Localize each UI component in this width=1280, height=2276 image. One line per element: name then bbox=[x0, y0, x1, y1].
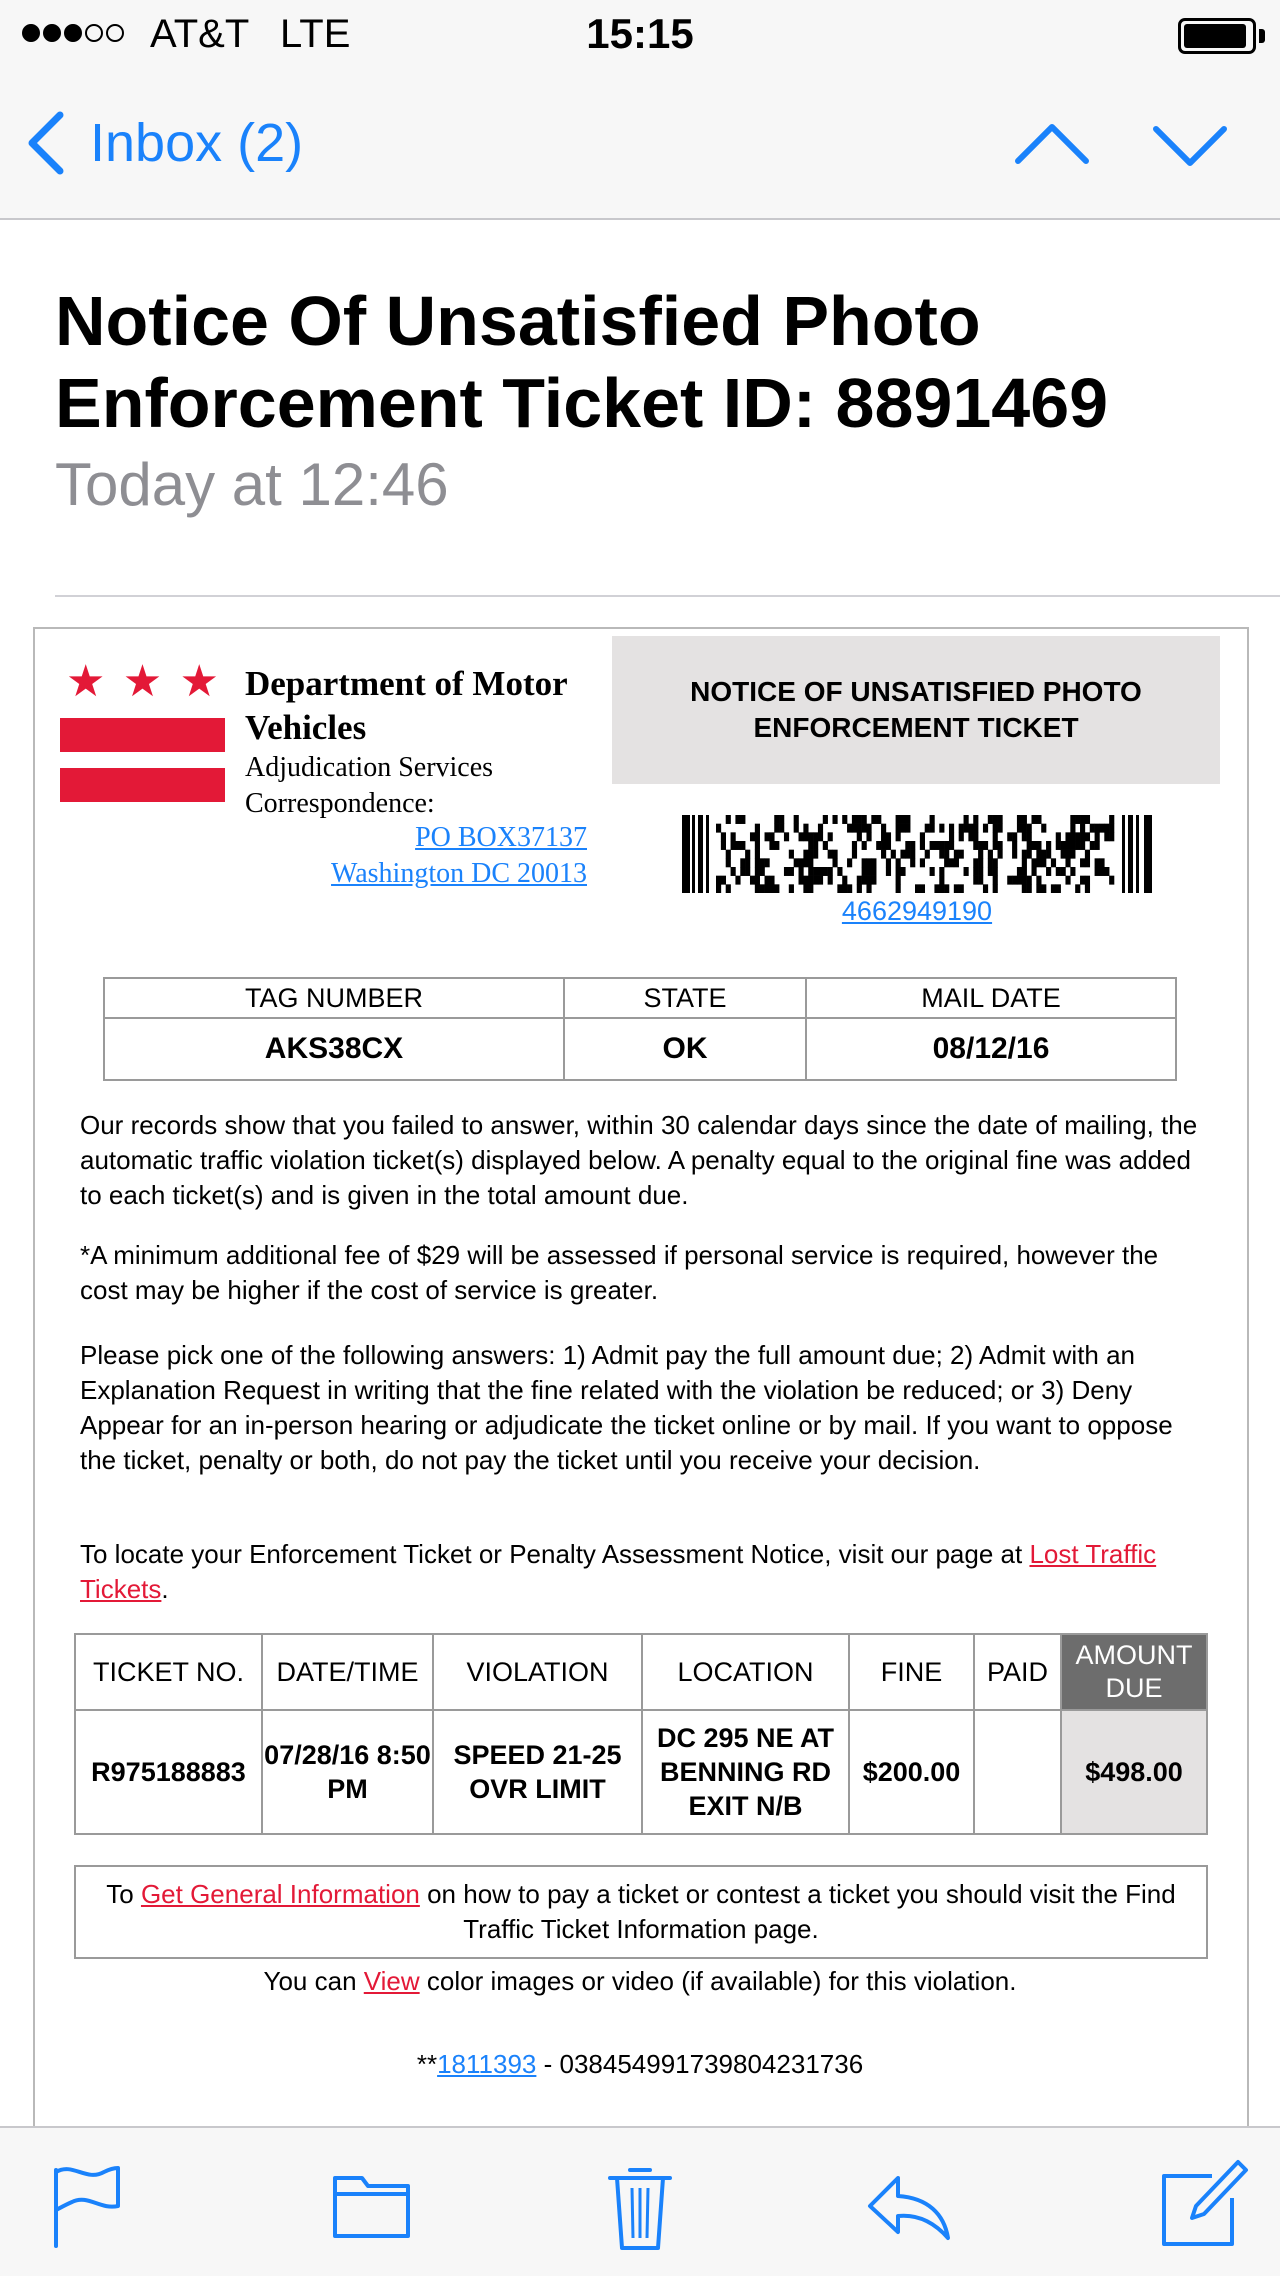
fine-cell: $200.00 bbox=[849, 1710, 974, 1834]
navigation-bar bbox=[0, 70, 1280, 220]
paid-header: PAID bbox=[974, 1634, 1061, 1710]
reply-icon[interactable] bbox=[858, 2156, 958, 2256]
table-row bbox=[75, 1710, 1207, 1834]
barcode-image bbox=[682, 815, 1152, 893]
ticket-table-header-row bbox=[75, 1634, 1207, 1710]
battery-icon bbox=[1178, 18, 1256, 54]
email-subject: Notice Of Unsatisfied Photo Enforcement Ticket ID: 8891469 bbox=[55, 282, 1109, 442]
tag-table-header-row bbox=[104, 978, 1176, 1018]
po-box-link[interactable]: PO BOX37137 bbox=[415, 822, 587, 853]
paid-cell bbox=[974, 1710, 1061, 1834]
answers-paragraph: Please pick one of the following answers: 1) Admit pay the full amount due; 2) Admit with an Explanation Request in writing that the fine related with the violation be reduced; or 3) Deny Appear for an in-person hearing or adjudicate the ticket online or by mail. If you want to oppose the ticket, penalty or both, do not pay the ticket until you receive your decision. bbox=[80, 1340, 1173, 1475]
info-prefix: To bbox=[106, 1879, 141, 1909]
tag-table-row bbox=[104, 1018, 1176, 1080]
back-to-inbox-button[interactable] bbox=[22, 105, 303, 180]
email-date: Today at 12:46 bbox=[55, 451, 449, 518]
tag-info-table bbox=[103, 977, 1177, 1081]
network-type: LTE bbox=[280, 12, 351, 56]
location-cell: DC 295 NE AT BENNING RD EXIT N/B bbox=[642, 1710, 849, 1834]
dept-sub-line-1: Adjudication Services bbox=[245, 752, 494, 783]
tag-number-header: TAG NUMBER bbox=[104, 978, 564, 1018]
notice-title-box bbox=[612, 636, 1220, 784]
code-suffix: - 038454991739804231736 bbox=[536, 2049, 864, 2079]
amount-due-header: AMOUNT DUE bbox=[1061, 1634, 1207, 1710]
city-address-link[interactable]: Washington DC 20013 bbox=[331, 858, 587, 889]
view-prefix: You can bbox=[263, 1966, 364, 1996]
folder-icon[interactable] bbox=[322, 2156, 422, 2256]
state-value: OK bbox=[564, 1018, 806, 1080]
view-images-line bbox=[0, 1966, 1280, 1997]
department-subtitle bbox=[245, 750, 493, 822]
ticket-table bbox=[74, 1633, 1208, 1835]
chevron-left-icon bbox=[22, 107, 72, 179]
previous-message-chevron-up-icon[interactable] bbox=[1012, 115, 1092, 175]
fee-paragraph: *A minimum additional fee of $29 will be assessed if personal service is required, however the cost may be higher if the cost of service is greater. bbox=[80, 1240, 1159, 1305]
reference-code-line bbox=[0, 2049, 1280, 2080]
status-time: 15:15 bbox=[586, 10, 694, 57]
back-label: Inbox (2) bbox=[90, 112, 304, 173]
violation-header: VIOLATION bbox=[433, 1634, 642, 1710]
view-link[interactable]: View bbox=[363, 1966, 420, 1996]
lost-traffic-tickets-link[interactable]: Lost Traffic Tickets bbox=[80, 1539, 1157, 1604]
view-suffix: color images or video (if available) for this violation. bbox=[419, 1966, 1017, 1996]
info-suffix: on how to pay a ticket or contest a ticket you should visit the Find Traffic Ticket Information page. bbox=[419, 1879, 1176, 1944]
flag-icon[interactable] bbox=[38, 2156, 138, 2256]
location-header: LOCATION bbox=[642, 1634, 849, 1710]
amount-due-cell: $498.00 bbox=[1061, 1710, 1207, 1834]
reference-code-link[interactable]: 1811393 bbox=[437, 2049, 537, 2079]
state-header: STATE bbox=[564, 978, 806, 1018]
tag-number-value: AKS38CX bbox=[104, 1018, 564, 1080]
general-info-box bbox=[74, 1865, 1208, 1959]
barcode-number-link[interactable]: 4662949190 bbox=[841, 896, 993, 926]
trash-icon[interactable] bbox=[590, 2156, 690, 2256]
code-prefix: ** bbox=[416, 2049, 438, 2079]
carrier-name: AT&T bbox=[150, 12, 250, 56]
mail-date-value: 08/12/16 bbox=[806, 1018, 1176, 1080]
get-general-information-link[interactable]: Get General Information bbox=[140, 1879, 420, 1909]
date-time-header: DATE/TIME bbox=[262, 1634, 433, 1710]
records-paragraph: Our records show that you failed to answer, within 30 calendar days since the date of mailing, the automatic traffic violation ticket(s) displayed below. A penalty equal to the original fine was added to each ticket(s) and is given in the total amount due. bbox=[80, 1110, 1198, 1210]
bottom-toolbar bbox=[0, 2126, 1280, 2276]
locate-text: To locate your Enforcement Ticket or Penalty Assessment Notice, visit our page at bbox=[80, 1539, 1030, 1569]
mail-date-header: MAIL DATE bbox=[806, 978, 1176, 1018]
compose-icon[interactable] bbox=[1150, 2156, 1250, 2256]
date-time-cell: 07/28/16 8:50 PM bbox=[262, 1710, 433, 1834]
notice-title: NOTICE OF UNSATISFIED PHOTO ENFORCEMENT TICKET bbox=[690, 676, 1142, 743]
violation-cell: SPEED 21-25 OVR LIMIT bbox=[433, 1710, 642, 1834]
locate-end: . bbox=[161, 1574, 169, 1604]
dept-sub-line-2: Correspondence: bbox=[245, 788, 435, 819]
battery-tip bbox=[1259, 29, 1265, 43]
department-name: Department of Motor Vehicles bbox=[245, 664, 568, 747]
divider bbox=[55, 595, 1280, 597]
ticket-no-header: TICKET NO. bbox=[75, 1634, 262, 1710]
locate-ticket-paragraph bbox=[80, 1537, 1210, 1607]
next-message-chevron-down-icon[interactable] bbox=[1150, 115, 1230, 175]
dc-flag-logo: ★ ★ ★ bbox=[60, 660, 225, 802]
fine-header: FINE bbox=[849, 1634, 974, 1710]
status-bar bbox=[0, 0, 1280, 70]
ticket-no-cell: R975188883 bbox=[75, 1710, 262, 1834]
